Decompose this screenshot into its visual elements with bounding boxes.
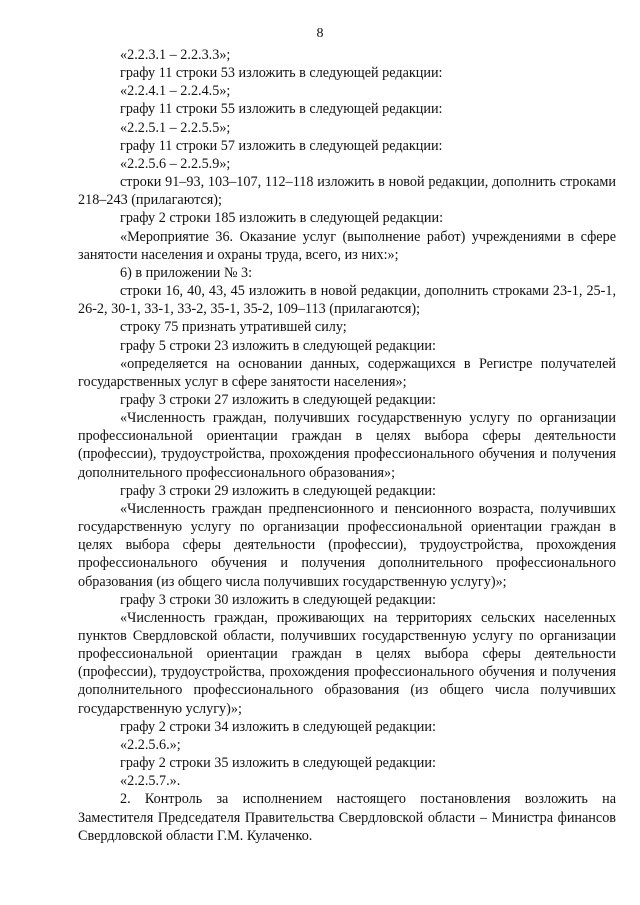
paragraph: «Численность граждан, проживающих на территориях сельских населенных пунктов Свердловской области, получивших государственную услугу по организации профессиональной ориентации граждан в целях выбора сферы деятельности (профессии), трудоустройства, прохождения профессионального обучения и получения дополнительного профессионального образования (из общего числа получивших государственную услугу)»; — [78, 609, 616, 717]
paragraph: «Численность граждан предпенсионного и пенсионного возраста, получивших государственную услугу по организации профессиональной ориентации граждан в целях выбора сферы деятельности (профессии), трудоустройства, прохождения профессионального обучения и получения дополнительного профессионального образования (из общего числа получивших государственную услугу)»; — [78, 500, 616, 590]
paragraph: графу 5 строки 23 изложить в следующей редакции: — [120, 337, 436, 354]
paragraph: «определяется на основании данных, содержащихся в Регистре получателей государственных услуг в сфере занятости населения»; — [78, 355, 616, 390]
paragraph: графу 2 строки 185 изложить в следующей редакции: — [120, 210, 444, 227]
paragraph: графу 2 строки 35 изложить в следующей редакции: — [120, 755, 436, 772]
paragraph: графу 3 строки 30 изложить в следующей редакции: — [120, 591, 436, 608]
paragraph: графу 11 строки 53 изложить в следующей редакции: — [120, 65, 443, 82]
paragraph: «2.2.5.6.»; — [120, 736, 181, 753]
paragraph: «2.2.4.1 – 2.2.4.5»; — [120, 83, 231, 100]
paragraph: «2.2.3.1 – 2.2.3.3»; — [120, 47, 231, 63]
paragraph: «2.2.5.6 – 2.2.5.9»; — [120, 155, 231, 172]
paragraph: строки 91–93, 103–107, 112–118 изложить в новой редакции, дополнить строками 218–243 (прилагаются); — [78, 174, 616, 209]
paragraph: строки 16, 40, 43, 45 изложить в новой редакции, дополнить строками 23-1, 25-1, 26-2, 30-1, 33-1, 33-2, 35-1, 35-2, 109–113 (прилагаются); — [78, 283, 616, 318]
document-body — [78, 46, 616, 845]
paragraph: графу 11 строки 55 изложить в следующей редакции: — [120, 101, 443, 118]
paragraph: графу 3 строки 27 изложить в следующей редакции: — [120, 391, 436, 408]
paragraph: графу 3 строки 29 изложить в следующей редакции: — [120, 482, 436, 499]
paragraph: «2.2.5.1 – 2.2.5.5»; — [120, 119, 231, 136]
paragraph: 2. Контроль за исполнением настоящего постановления возложить на Заместителя Председателя Правительства Свердловской области – Министра финансов Свердловской области Г.М. Кулаченко. — [78, 791, 616, 844]
page-number: 8 — [316, 26, 324, 41]
paragraph: строку 75 признать утратившей силу; — [120, 319, 347, 336]
paragraph: «2.2.5.7.». — [120, 773, 181, 790]
paragraph: графу 11 строки 57 изложить в следующей редакции: — [120, 137, 443, 154]
paragraph: 6) в приложении № 3: — [120, 264, 253, 281]
paragraph: «Численность граждан, получивших государственную услугу по организации профессиональной ориентации граждан в целях выбора сферы деятельности (профессии), трудоустройства, прохождения профессионального обучения и получения дополнительного профессионального образования»; — [78, 410, 616, 481]
paragraph: графу 2 строки 34 изложить в следующей редакции: — [120, 718, 436, 735]
paragraph: «Мероприятие 36. Оказание услуг (выполнение работ) учреждениями в сфере занятости населения и охраны труда, всего, из них:»; — [78, 228, 616, 263]
